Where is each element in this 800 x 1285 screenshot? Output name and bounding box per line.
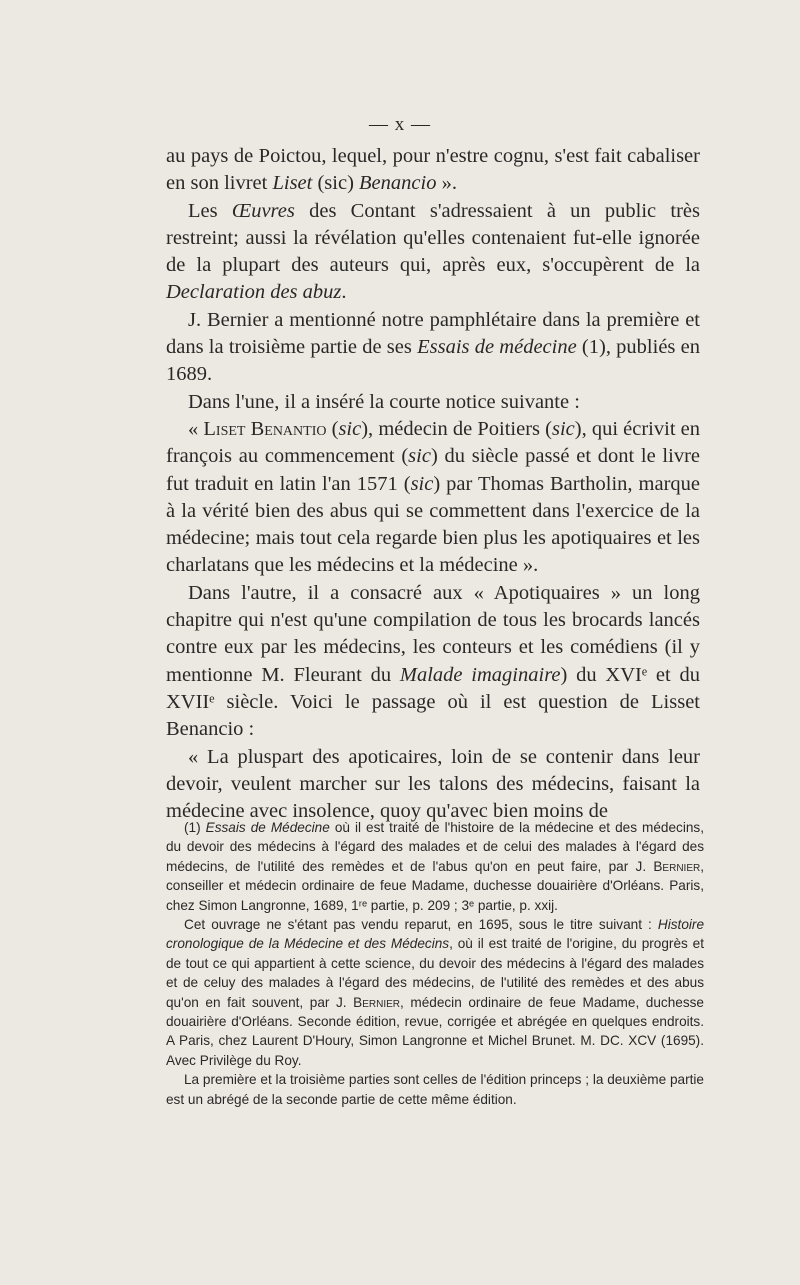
text-run: au pays de Poictou, lequel, pour n'estre cognu, s'est fait cabaliser en son livret xyxy=(166,145,700,195)
small-caps-run: Bernier xyxy=(653,858,701,874)
italic-run: Liset xyxy=(272,172,313,195)
text-run: ) par Thomas Bartholin, marque à la vérité bien des abus qui se commettent dans l'exercice de la médecine; mais tout cela regarde bien plus les apotiquaires et les charlatans que les médecins et la médecine ». xyxy=(166,472,700,577)
small-caps-run: Bernier xyxy=(353,994,401,1010)
italic-run: sic xyxy=(551,417,575,440)
text-run: J. Bernier a mentionné notre pamphlétaire dans la première et dans la troisième partie de ses xyxy=(166,308,700,359)
paragraph-2 xyxy=(166,198,700,307)
text-run: des Contant s'adressaient à un public très restreint; aussi la révélation qu'elles contenaient fut-elle ignorée de la plupart des auteurs qui, après eux, s'occupèrent de la xyxy=(166,199,700,277)
text-run: , où il est traité de l'origine, du progrès et de tout ce qui appartient à cette science, du devoir des médecins à l'égard des malades et de celuy des malades à l'égard des médecins, de l'utilité des remèdes et des abus qu'on en fait souvent, par J. xyxy=(166,936,704,1010)
text-run: ) du XVIᵉ et du XVIIᵉ siècle. Voici le passage où il est question de Lisset Benancio : xyxy=(166,663,701,741)
italic-run: Benancio xyxy=(359,172,437,195)
footnote-1 xyxy=(166,818,704,915)
paragraph-5-quote xyxy=(166,416,700,580)
text-run: , conseiller et médecin ordinaire de feue Madame, duchesse douairière d'Orléans. Paris, chez Simon Langronne, 1689, 1ʳᵉ partie, p. 209 ; 3ᵉ partie, p. xxij. xyxy=(166,858,704,913)
text-run: (1), publiés en 1689. xyxy=(166,336,700,386)
footnote-2 xyxy=(166,915,704,1070)
text-run: ), qui écrivit en françois au commencement ( xyxy=(166,417,701,468)
text-run: « xyxy=(188,417,204,440)
paragraph-3 xyxy=(166,307,700,389)
text-run: , médecin ordinaire de feue Madame, duchesse douairière d'Orléans. Seconde édition, revue, corrigée et abrégée en quelques endroits. A Paris, chez Laurent D'Houry, Simon Langronne et Michel Brunet. M. DC. XCV (1695). Avec Privilège du Roy. xyxy=(166,994,704,1068)
paragraph-1 xyxy=(166,143,700,198)
paragraph-6 xyxy=(166,580,700,744)
italic-run: Histoire cronologique de la Médecine et des Médecins xyxy=(166,917,704,952)
main-text xyxy=(166,143,700,825)
text-run: ( xyxy=(326,417,339,440)
text-run: où il est traité de l'histoire de la médecine et des médecins, du devoir des médecins à l'égard des malades et de celui des malades à l'égard des médecins, de l'utilité des remèdes et de l'abus qu'on en peut faire, par J. xyxy=(166,820,705,874)
italic-run: Malade imaginaire xyxy=(399,663,561,686)
paragraph-7-quote: « La pluspart des apoticaires, loin de se contenir dans leur devoir, veulent marcher sur les talons des médecins, faisant la médecine avec insolence, quoy qu'avec bien moins de xyxy=(166,745,700,823)
small-caps-run: Liset Benantio xyxy=(203,417,327,440)
italic-run: Essais de médecine xyxy=(417,336,577,359)
italic-run: Essais de Médecine xyxy=(205,820,330,835)
italic-run: Declaration des abuz xyxy=(166,281,342,304)
text-run: . xyxy=(341,281,347,304)
text-run: ), médecin de Poitiers ( xyxy=(361,417,552,440)
footnotes xyxy=(166,818,704,1109)
italic-run: sic xyxy=(410,472,434,495)
text-run: ) du siècle passé et dont le livre fut traduit en latin l'an 1571 ( xyxy=(166,445,700,495)
italic-run: sic xyxy=(408,445,431,468)
footnote-3: La première et la troisième parties sont celles de l'édition princeps ; la deuxième partie est un abrégé de la seconde partie de cette même édition. xyxy=(166,1072,704,1107)
text-run: (sic) xyxy=(312,172,360,195)
text-run: (1) xyxy=(184,820,206,835)
text-run: Cet ouvrage ne s'étant pas vendu reparut, en 1695, sous le titre suivant : xyxy=(184,917,658,933)
italic-run: sic xyxy=(338,417,362,440)
paragraph-4: Dans l'une, il a inséré la courte notice suivante : xyxy=(188,390,580,413)
page-number: — x — xyxy=(369,114,431,135)
text-run: Dans l'autre, il a consacré aux « Apotiquaires » un long chapitre qui n'est qu'une compilation de tous les brocards lancés contre eux par les médecins, les conteurs et les comédiens (il y mentionne M. Fleurant du xyxy=(166,581,700,686)
text-run: Les xyxy=(188,199,232,222)
italic-run: Œuvres xyxy=(231,199,295,222)
text-run: ». xyxy=(436,172,457,195)
